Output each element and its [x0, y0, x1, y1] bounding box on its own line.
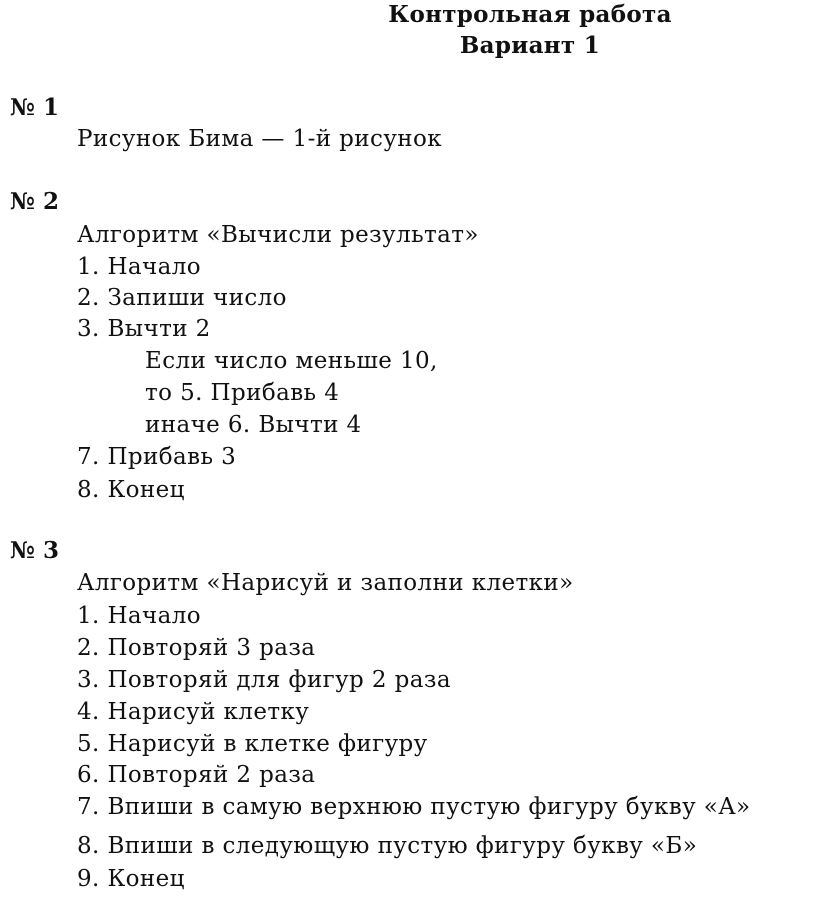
- task-3-step: 8. Впиши в следующую пустую фигуру букву «Б»: [77, 833, 698, 859]
- task-3-step: 7. Впиши в самую верхнюю пустую фигуру букву «А»: [77, 794, 751, 820]
- task-2-algorithm-title: Алгоритм «Вычисли результат»: [77, 222, 479, 248]
- task-3-step: 3. Повторяй для фигур 2 раза: [77, 667, 451, 693]
- variant-title: Вариант 1: [459, 32, 601, 59]
- task-2-condition: иначе 6. Вычти 4: [145, 412, 362, 438]
- task-2-number: № 2: [10, 188, 60, 215]
- task-2-step: 2. Запиши число: [77, 285, 287, 311]
- task-3-algorithm-title: Алгоритм «Нарисуй и заполни клетки»: [77, 570, 574, 596]
- task-2-step: 8. Конец: [77, 477, 185, 503]
- task-3-step: 6. Повторяй 2 раза: [77, 762, 316, 788]
- task-3-step: 1. Начало: [77, 603, 202, 629]
- task-2-step: 7. Прибавь 3: [77, 444, 237, 470]
- task-3-step: 5. Нарисуй в клетке фигуру: [77, 731, 428, 757]
- task-3-number: № 3: [10, 537, 60, 564]
- task-3-step: 2. Повторяй 3 раза: [77, 635, 316, 661]
- task-2-step: 1. Начало: [77, 254, 202, 280]
- task-1-number: № 1: [10, 94, 60, 121]
- task-3-step: 9. Конец: [77, 866, 185, 892]
- task-1-answer: Рисунок Бима — 1-й рисунок: [77, 126, 443, 152]
- page-title: Контрольная работа: [388, 1, 672, 28]
- task-3-step: 4. Нарисуй клетку: [77, 699, 310, 725]
- task-2-condition: то 5. Прибавь 4: [145, 380, 340, 406]
- task-2-step: 3. Вычти 2: [77, 316, 211, 342]
- task-2-condition: Если число меньше 10,: [145, 348, 438, 374]
